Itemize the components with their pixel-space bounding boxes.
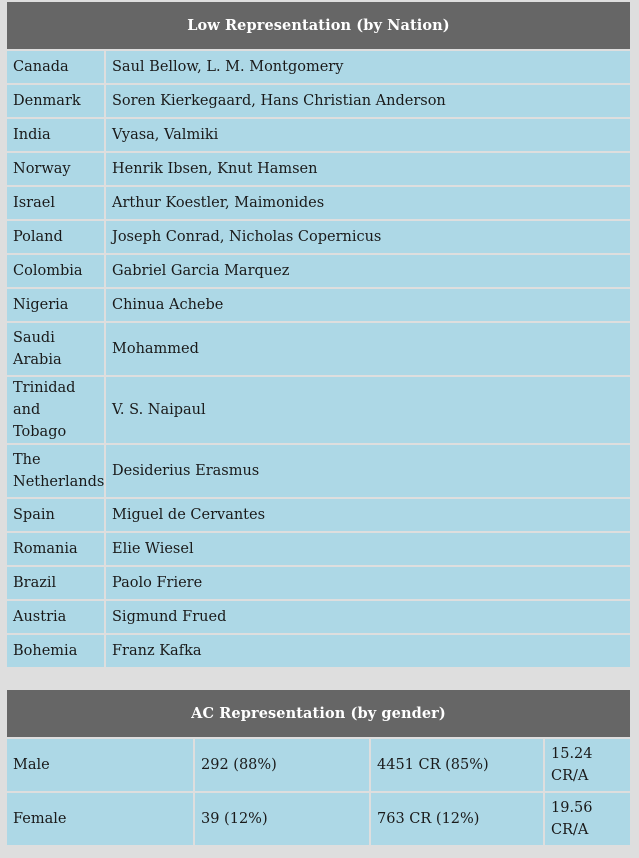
table-row [7, 739, 630, 791]
authors-cell: V. S. Naipaul [106, 377, 630, 443]
authors-cell: Franz Kafka [106, 635, 630, 667]
authors-cell: Henrik Ibsen, Knut Hamsen [106, 153, 630, 185]
table-row [7, 445, 630, 497]
nation-cell: Norway [7, 153, 104, 185]
table-row [7, 153, 630, 185]
table-row [7, 187, 630, 219]
table-row [7, 221, 630, 253]
authors-cell: Chinua Achebe [106, 289, 630, 321]
nation-table-section [6, 0, 633, 669]
authors-cell: Desiderius Erasmus [106, 445, 630, 497]
readings-cell: 763 CR (12%) [371, 793, 543, 845]
nation-cell: Spain [7, 499, 104, 531]
authors-cell: Joseph Conrad, Nicholas Copernicus [106, 221, 630, 253]
nation-cell: Saudi Arabia [7, 323, 104, 375]
table-row [7, 499, 630, 531]
table-row [7, 323, 630, 375]
nation-cell: Trinidad and Tobago [7, 377, 104, 443]
nation-cell: The Netherlands [7, 445, 104, 497]
nation-cell: Colombia [7, 255, 104, 287]
nation-cell: Bohemia [7, 635, 104, 667]
authors-cell: Sigmund Frued [106, 601, 630, 633]
gender-cell: Female [7, 793, 193, 845]
authors-cell: Mohammed [106, 323, 630, 375]
authors-cell: Gabriel Garcia Marquez [106, 255, 630, 287]
authors-cell: Miguel de Cervantes [106, 499, 630, 531]
nation-cell: Denmark [7, 85, 104, 117]
nation-cell: India [7, 119, 104, 151]
table-row [7, 567, 630, 599]
table-row [7, 289, 630, 321]
table-row [7, 533, 630, 565]
table-row [7, 601, 630, 633]
authors-cell: Vyasa, Valmiki [106, 119, 630, 151]
table-row [7, 793, 630, 845]
gender-table [5, 688, 632, 847]
table-row [7, 51, 630, 83]
nation-cell: Romania [7, 533, 104, 565]
table-row [7, 635, 630, 667]
nation-table-title: Low Representation (by Nation) [7, 2, 630, 49]
authors-cell: Paolo Friere [106, 567, 630, 599]
authors-cell: Elie Wiesel [106, 533, 630, 565]
nation-cell: Poland [7, 221, 104, 253]
authors-cell: Saul Bellow, L. M. Montgomery [106, 51, 630, 83]
gender-table-title: AC Representation (by gender) [7, 690, 630, 737]
table-row [7, 119, 630, 151]
nation-cell: Austria [7, 601, 104, 633]
table-row [7, 255, 630, 287]
nation-cell: Israel [7, 187, 104, 219]
nation-cell: Canada [7, 51, 104, 83]
table-row [7, 377, 630, 443]
nation-table [5, 0, 632, 669]
nation-cell: Nigeria [7, 289, 104, 321]
ratio-cell: 15.24 CR/A [545, 739, 630, 791]
table-row [7, 85, 630, 117]
readings-cell: 4451 CR (85%) [371, 739, 543, 791]
authors-cell: Arthur Koestler, Maimonides [106, 187, 630, 219]
authors-cell: 292 (88%) [195, 739, 369, 791]
authors-cell: 39 (12%) [195, 793, 369, 845]
ratio-cell: 19.56 CR/A [545, 793, 630, 845]
nation-cell: Brazil [7, 567, 104, 599]
gender-table-section [6, 688, 633, 847]
gender-cell: Male [7, 739, 193, 791]
authors-cell: Soren Kierkegaard, Hans Christian Anderson [106, 85, 630, 117]
